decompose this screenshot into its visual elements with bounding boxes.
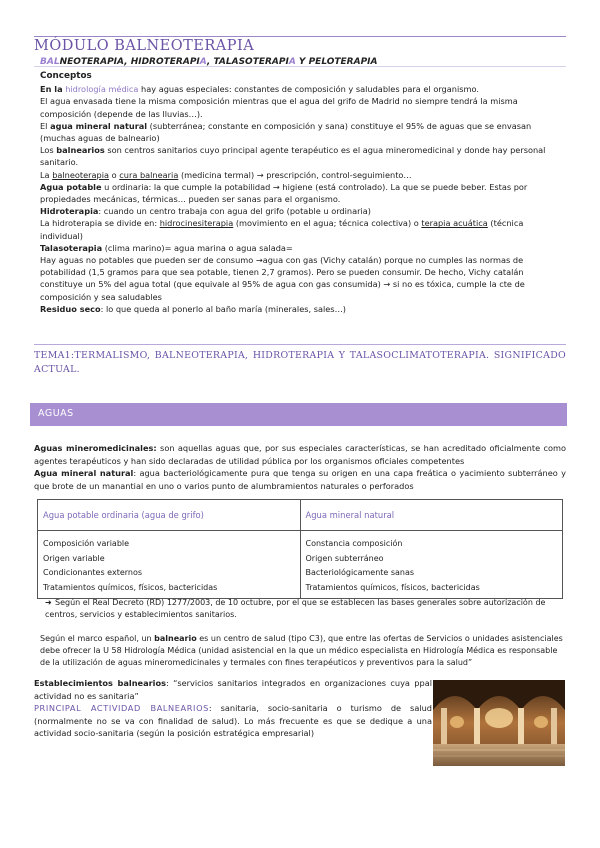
concept-paragraph: Hidroterapia: cuando un centro trabaja con agua del grifo (potable u ordinaria) (40, 206, 371, 217)
concept-paragraph: Talasoterapia (clima marino)= agua marina o agua salada= (40, 242, 293, 253)
concept-paragraph: El agua mineral natural (subterránea; constante en composición y sana) constituye el 95% de aguas que se envasan (muchas aguas de balneario) (40, 120, 532, 144)
real-decreto-note: ➜ Según el Real Decreto (RD) 1277/2003, de 10 octubre, por el que se establecen las bases generales sobre autorización de centros, servicios y establecimientos sanitarios. (45, 598, 546, 620)
subtitle-rule (34, 66, 566, 67)
table-cell-line: Composición variable (43, 539, 130, 548)
top-rule (34, 36, 566, 37)
concept-paragraph: La hidroterapia se divide en: hidrocinesiterapia (movimiento en el agua; técnica colectiva) o terapia acuática (técnica individual) (40, 218, 524, 241)
section-band-aguas (30, 403, 567, 426)
concept-paragraph: En la hidrología médica hay aguas especiales: constantes de composición y saludables para el organismo. (40, 84, 479, 95)
establecimientos-paragraph: Establecimientos balnearios: “servicios sanitarios integrados en organizaciones cuya ppal actividad no es sanitaria” (34, 678, 432, 701)
table-cell (300, 531, 563, 599)
table-cell-line: Origen subterráneo (305, 553, 384, 563)
table-cell-line: Constancia composición (305, 539, 403, 548)
concept-paragraph: Agua potable u ordinaria: la que cumple la potabilidad → higiene (está controlado). La que se puede beber. Estas por propiedades mecánicas, térmicas… pueden ser sanas para el organismo. (40, 181, 528, 205)
aguas-section (34, 442, 566, 492)
table-cell-line: Tratamientos químicos, físicos, bactericidas (43, 582, 218, 592)
balneario-photo (433, 680, 565, 766)
aguas-paragraph: Agua mineral natural: agua bacteriológicamente pura que tenga su origen en una capa freática o yacimiento subterráneo y que brote de un manantial en uno o varios punto de alumbramientos naturales o perforados (34, 468, 567, 491)
concept-paragraph: Residuo seco: lo que queda al ponerlo al baño maría (minerales, sales…) (40, 303, 346, 314)
comparison-table (37, 499, 563, 599)
table-cell (38, 531, 301, 599)
conceptos-section (40, 70, 566, 315)
table-cell-line: Tratamientos químicos, físicos, bactericidas (305, 582, 480, 592)
balneario-definition: Según el marco español, un balneario es un centro de salud (tipo C3), que entre las ofertas de Servicios o unidades asistenciales debe ofrecer la U 58 Hidrología Médica (unidad asistencial en la que un médico especialista en Hidrología Médica es responsable de la utilización de aguas mineromedicinales y termales con fines terapéuticos y preventivos para la salud” (40, 634, 563, 668)
table-cell-line: Origen variable (43, 553, 105, 563)
establecimientos-section (34, 677, 432, 740)
module-subtitle: BALNEOTERAPIA, HIDROTERAPIA, TALASOTERAPIA Y PELOTERAPIA (40, 57, 378, 67)
page-title: MÓDULO BALNEOTERAPIA (34, 38, 255, 54)
tema-rule (34, 344, 566, 345)
concept-paragraph: La balneoterapia o cura balnearia (medicina termal) → prescripción, control-seguimiento… (40, 169, 412, 180)
table-row (38, 531, 563, 599)
concept-paragraph: Los balnearios son centros sanitarios cuyo principal agente terapéutico es el agua mineromedicinal y donde hay personal sanitario. (40, 145, 546, 168)
conceptos-heading: Conceptos (40, 71, 92, 81)
arrow-icon: ➜ (45, 598, 52, 607)
table-header-cell: Agua potable ordinaria (agua de grifo) (38, 500, 301, 531)
table-cell-line: Bacteriológicamente sanas (305, 568, 415, 577)
table-cell-line: Condicionantes externos (43, 568, 143, 577)
concept-paragraph: Hay aguas no potables que pueden ser de consumo →agua con gas (Vichy catalán) porque no cumples las normas de potabilidad (1,5 gramos para que sea potable, tienen 2,7 gramos). Pero se pueden consumir. De hecho, Vichy catalán constituye un 5% del agua total (que equivale al 95% de agua con gas consumida) → si no es tóxica, cumple la cte de composición y sea saludables (40, 255, 525, 302)
actividad-paragraph: PRINCIPAL ACTIVIDAD BALNEARIOS: sanitaria, socio-sanitaria o turismo de salud (normalmente no se va con finalidad de salud). Lo más frecuente es que se dedique a una actividad socio-sanitaria (según la posición estratégica empresarial) (34, 703, 432, 739)
section-band-label: AGUAS (38, 408, 74, 419)
table-header-row (38, 500, 563, 531)
aguas-paragraph: Aguas mineromedicinales: son aquellas aguas que, por sus especiales características, se han acreditado oficialmente como agentes terapéuticos y han sido declaradas de utilidad pública por los organismos oficiales competentes (34, 443, 566, 466)
balneario-interior-image (433, 680, 565, 766)
concept-paragraph: El agua envasada tiene la misma composición mientras que el agua del grifo de Madrid no siempre tendrá la misma composición (depende de las lluvias…). (40, 96, 518, 119)
tema-heading: TEMA1:TERMALISMO, BALNEOTERAPIA, HIDROTERAPIA Y TALASOCLIMATOTERAPIA. SIGNIFICADO ACTUAL. (34, 350, 566, 375)
table-header-cell: Agua mineral natural (300, 500, 563, 531)
